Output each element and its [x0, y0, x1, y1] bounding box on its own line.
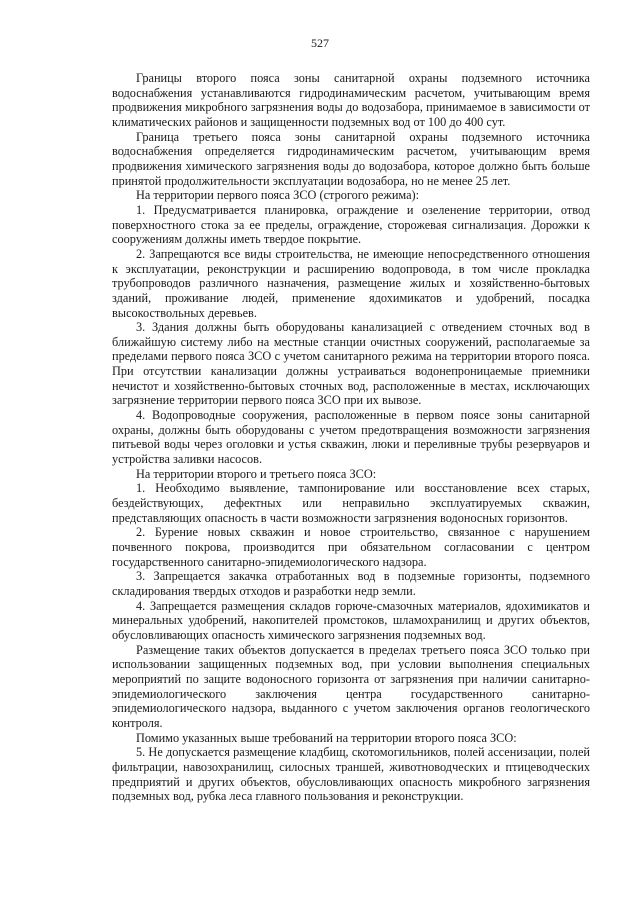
paragraph-second-belt-boundary: Границы второго пояса зоны санитарной охраны подземного источника водоснабжения устанавливаются гидродинамическим расчетом, учитывающим время продвижения микробного загрязнения воды до водозабора, принимаемое в зависимости от климатических районов и защищенности подземных вод от 100 до 400 сут. [112, 71, 590, 129]
paragraph-first-belt-heading: На территории первого пояса ЗСО (строгого режима): [136, 188, 420, 203]
paragraph-first-belt-item-2: 2. Запрещаются все виды строительства, не имеющие непосредственного отношения к эксплуатации, реконструкции и расширению водопровода, в том числе прокладка трубопроводов различного назначения, размещение жилых и хозяйственно-бытовых зданий, проживание людей, применение ядохимикатов и удобрений, посадка высокоствольных деревьев. [112, 246, 590, 320]
paragraph-second-third-belt-item-2: 2. Бурение новых скважин и новое строительство, связанное с нарушением почвенного покрова, производится при обязательном согласовании с центром государственного санитарно-эпидемиологического надзора. [112, 525, 590, 569]
paragraph-second-belt-extra-heading: Помимо указанных выше требований на территории второго пояса ЗСО: [136, 730, 517, 745]
paragraph-second-third-belt-heading: На территории второго и третьего пояса ЗСО: [136, 466, 377, 481]
document-body [112, 71, 590, 804]
paragraph-third-belt-boundary: Граница третьего пояса зоны санитарной охраны подземного источника водоснабжения определяется гидродинамическим расчетом, учитывающим время продвижения химического загрязнения воды до водозабора, которое должно быть больше принятой продолжительности эксплуатации водозабора, но не менее 25 лет. [112, 129, 590, 188]
paragraph-second-third-belt-item-4: 4. Запрещается размещения складов горюче-смазочных материалов, ядохимикатов и минеральных удобрений, накопителей промстоков, шламохранилищ и других объектов, обусловливающих опасность химического загрязнения подземных вод. [112, 598, 590, 642]
page-number: 527 [311, 36, 329, 50]
paragraph-first-belt-item-4: 4. Водопроводные сооружения, расположенные в первом поясе зоны санитарной охраны, должны быть оборудованы с учетом предотвращения возможности загрязнения питьевой воды через оголовки и устья скважин, люки и переливные трубы резервуаров и устройства заливки насосов. [112, 408, 590, 467]
paragraph-second-third-belt-item-1: 1. Необходимо выявление, тампонирование или восстановление всех старых, бездействующих, дефектных или неправильно эксплуатируемых скважин, представляющих опасность в части возможности загрязнения водоносных горизонтов. [112, 481, 590, 525]
paragraph-second-belt-item-5: 5. Не допускается размещение кладбищ, скотомогильников, полей ассенизации, полей фильтрации, навозохранилищ, силосных траншей, животноводческих и птицеводческих предприятий и других объектов, обусловливающих опасность микробного загрязнения подземных вод, рубка леса главного пользования и реконструкции. [112, 745, 590, 804]
paragraph-placement-conditions: Размещение таких объектов допускается в пределах третьего пояса ЗСО только при использовании защищенных подземных вод, при условии выполнения специальных мероприятий по защите водоносного горизонта от загрязнения при наличии санитарно-эпидемиологического заключения центра государственного санитарно-эпидемиологического надзора, выданного с учетом заключения органов геологического контроля. [112, 642, 590, 730]
paragraph-second-third-belt-item-3: 3. Запрещается закачка отработанных вод в подземные горизонты, подземного складирования твердых отходов и разработки недр земли. [112, 569, 590, 598]
paragraph-first-belt-item-1: 1. Предусматривается планировка, ограждение и озеленение территории, отвод поверхностного стока за ее пределы, ограждение, сторожевая сигнализация. Дорожки к сооружениям должны иметь твердое покрытие. [112, 202, 590, 247]
paragraph-first-belt-item-3: 3. Здания должны быть оборудованы канализацией с отведением сточных вод в ближайшую систему либо на местные станции очистных сооружений, располагаемые за пределами первого пояса ЗСО с учетом санитарного режима на территории второго пояса. При отсутствии канализации должны устраиваться водонепроницаемые приемники нечистот и хозяйственно-бытовых сточных вод, расположенные в местах, исключающих загрязнение территории первого пояса ЗСО при их вывозе. [112, 320, 590, 408]
